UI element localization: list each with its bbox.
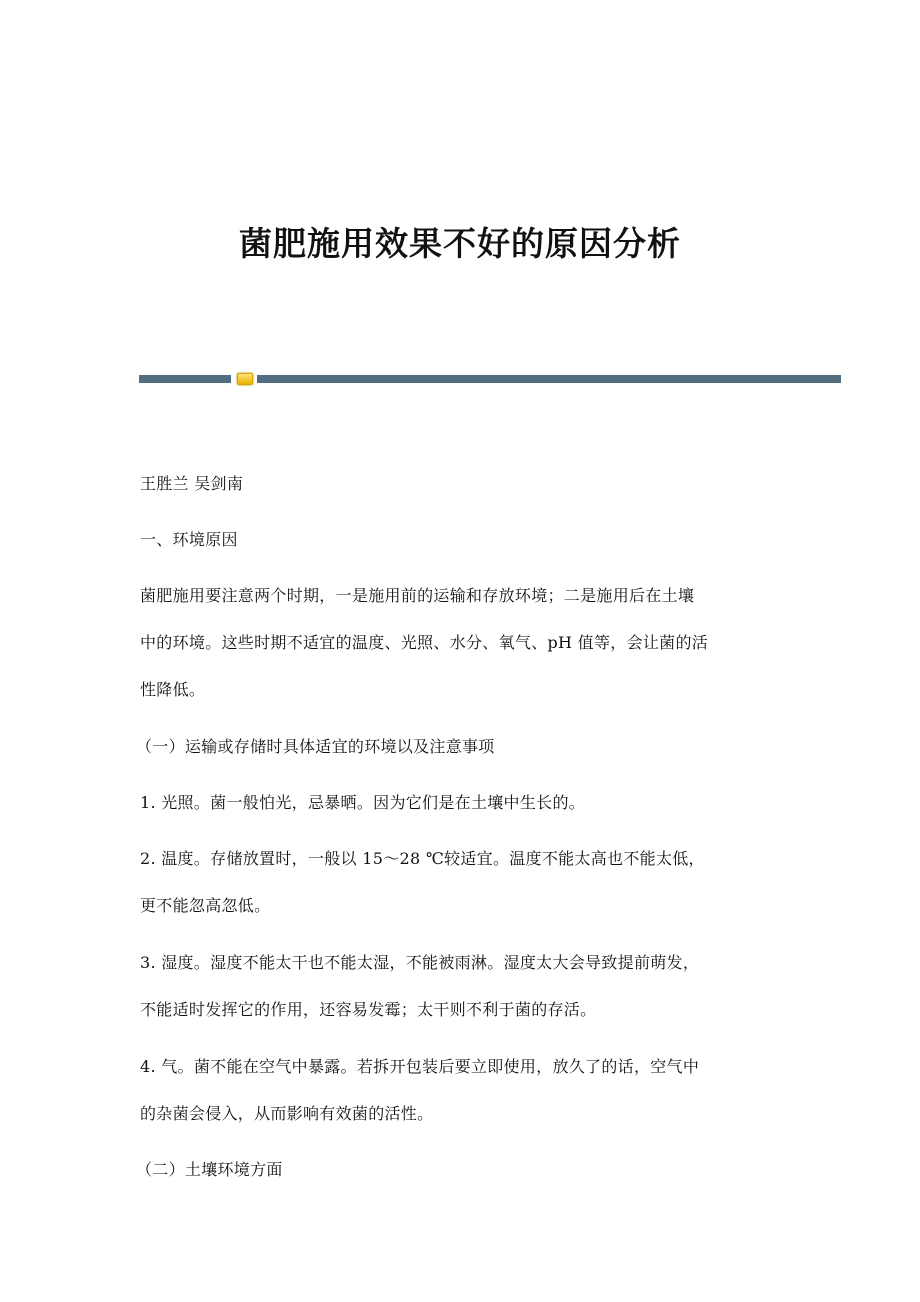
- authors: 王胜兰 吴剑南: [140, 474, 244, 493]
- paragraph-line: 更不能忽高忽低。: [140, 896, 271, 915]
- subsection-heading: （二）土壤环境方面: [136, 1160, 283, 1179]
- divider-left: [139, 375, 231, 383]
- paragraph-line: 不能适时发挥它的作用，还容易发霉；太干则不利于菌的存活。: [140, 1000, 597, 1019]
- paragraph-line: 性降低。: [140, 680, 206, 699]
- paragraph-line: 菌肥施用要注意两个时期，一是施用前的运输和存放环境；二是施用后在土壤: [140, 586, 695, 605]
- section-heading: 一、环境原因: [140, 530, 238, 549]
- document-title: 菌肥施用效果不好的原因分析: [239, 224, 681, 263]
- paragraph-line: 3. 湿度。湿度不能太干也不能太湿，不能被雨淋。湿度太大会导致提前萌发，: [140, 953, 700, 972]
- paragraph-line: 的杂菌会侵入，从而影响有效菌的活性。: [140, 1104, 434, 1123]
- subsection-heading: （一）运输或存储时具体适宜的环境以及注意事项: [136, 737, 495, 756]
- divider-right: [257, 375, 841, 383]
- paragraph-line: 2. 温度。存储放置时，一般以 15～28 ℃较适宜。温度不能太高也不能太低，: [140, 849, 705, 868]
- paragraph-line: 4. 气。菌不能在空气中暴露。若拆开包装后要立即使用，放久了的话，空气中: [140, 1057, 700, 1076]
- divider-ornament-icon: [237, 373, 253, 385]
- paragraph-line: 1. 光照。菌一般怕光，忌暴晒。因为它们是在土壤中生长的。: [140, 793, 586, 812]
- paragraph-line: 中的环境。这些时期不适宜的温度、光照、水分、氧气、pH 值等，会让菌的活: [140, 633, 709, 652]
